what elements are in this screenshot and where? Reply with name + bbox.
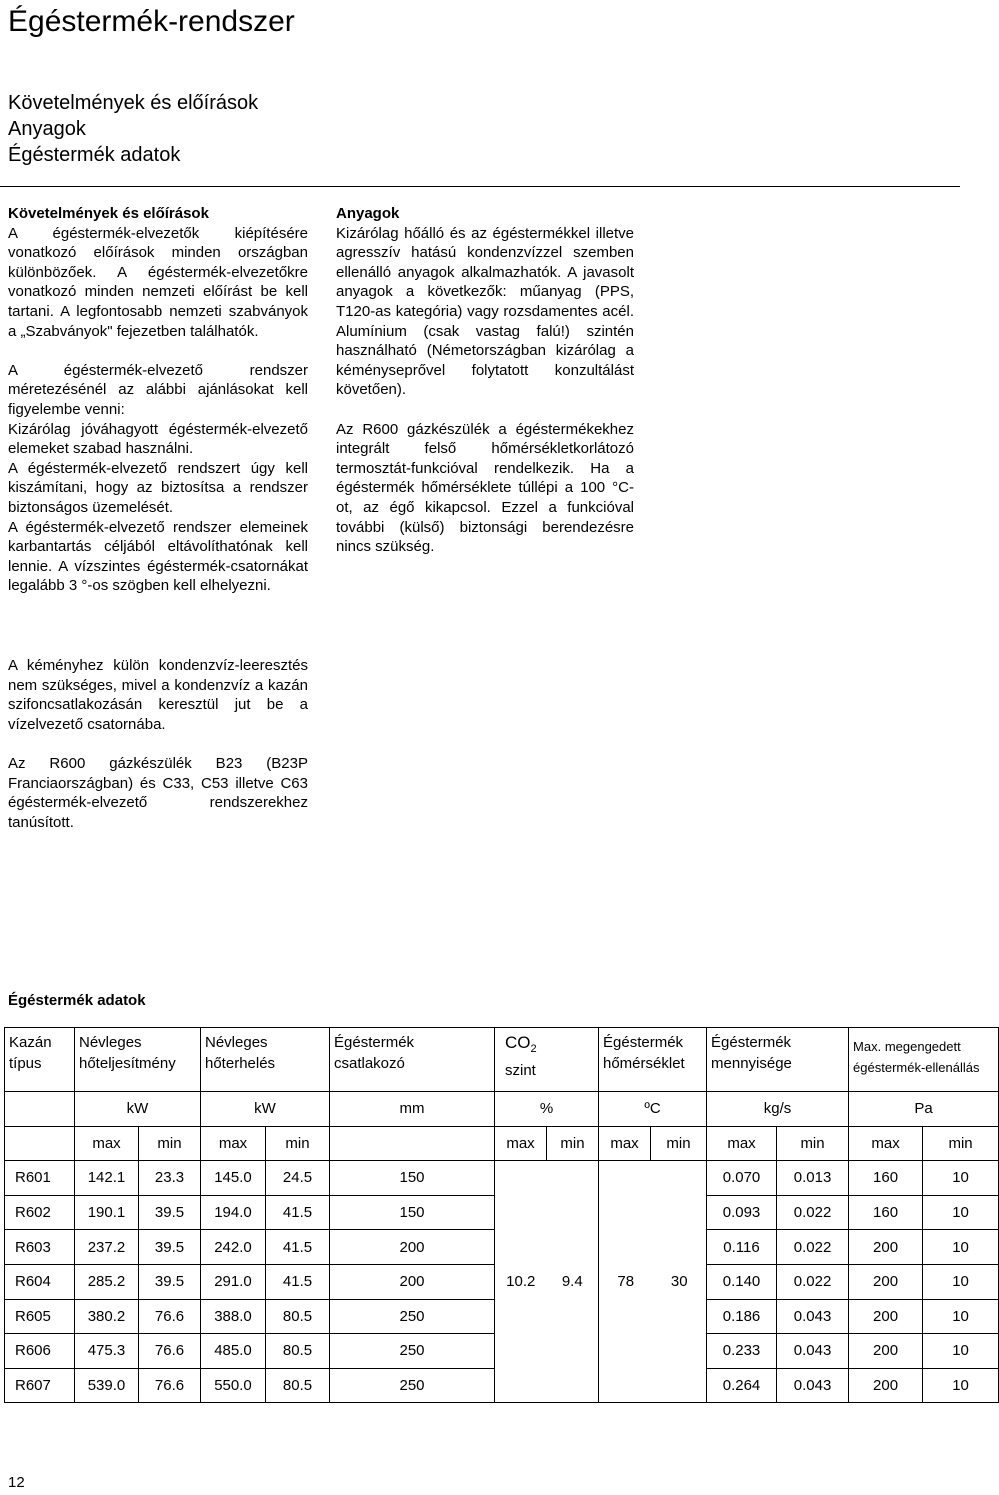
cell-res-max: 200 [849, 1368, 923, 1403]
cell-connection: 150 [330, 1161, 495, 1196]
header-nominal-load: Névleges hőterhelés [201, 1028, 330, 1092]
cell-temp-merged [599, 1161, 707, 1403]
maxmin-empty [5, 1126, 75, 1161]
requirements-paragraph-1: A égéstermék-elvezetők kiépítésére vonatkozó előírások minden országban különbözőek. A égéstermék-elvezetőkre vonatkozó minden nemzeti előírást be kell tartani. A legfontosabb nemzeti szabványok a „Szabványok" fejezetben találhatók. [8, 224, 308, 340]
unit-mass: kg/s [707, 1092, 849, 1127]
output-max-label: max [75, 1126, 139, 1161]
toc-item-requirements[interactable]: Követelmények és előírások [8, 92, 259, 114]
table-header-row [5, 1028, 999, 1092]
section-divider [0, 186, 960, 187]
toc-item-materials[interactable]: Anyagok [8, 118, 86, 140]
certification-paragraph: Az R600 gázkészülék B23 (B23P Franciaországban) és C33, C53 illetve C63 égéstermék-elvezető rendszerekhez tanúsított. [8, 754, 308, 831]
cell-res-max: 200 [849, 1334, 923, 1369]
cell-output-min: 76.6 [139, 1368, 201, 1403]
cell-res-min: 10 [923, 1368, 999, 1403]
cell-type: R604 [5, 1264, 75, 1299]
cell-res-min: 10 [923, 1230, 999, 1265]
cell-output-max: 475.3 [75, 1334, 139, 1369]
cell-mass-max: 0.116 [707, 1230, 777, 1265]
unit-connection: mm [330, 1092, 495, 1127]
cell-output-max: 539.0 [75, 1368, 139, 1403]
temp-min-label: min [651, 1126, 707, 1161]
requirements-section [8, 204, 308, 596]
cell-output-max: 285.2 [75, 1264, 139, 1299]
res-min-label: min [923, 1126, 999, 1161]
condensate-paragraph: A kéményhez külön kondenzvíz-leeresztés nem szükséges, mivel a kondenzvíz a kazán szifoncsatlakozásán keresztül jut be a vízelvezető csatornába. [8, 657, 308, 733]
cell-mass-max: 0.140 [707, 1264, 777, 1299]
cell-mass-max: 0.233 [707, 1334, 777, 1369]
cell-mass-min: 0.013 [777, 1161, 849, 1196]
cell-res-max: 200 [849, 1230, 923, 1265]
cell-res-max: 200 [849, 1299, 923, 1334]
cell-mass-min: 0.022 [777, 1195, 849, 1230]
cell-type: R607 [5, 1368, 75, 1403]
header-co2-level: $CO_2$ szint [495, 1028, 599, 1092]
load-min-label: min [266, 1126, 330, 1161]
cell-load-max: 550.0 [201, 1368, 266, 1403]
page-title: Égéstermék-rendszer [8, 5, 295, 38]
header-max-resistance: Max. megengedett égéstermék-ellenállás [849, 1028, 999, 1092]
cell-res-min: 10 [923, 1264, 999, 1299]
load-max-label: max [201, 1126, 266, 1161]
unit-temperature: ºC [599, 1092, 707, 1127]
cell-output-min: 23.3 [139, 1161, 201, 1196]
cell-load-max: 291.0 [201, 1264, 266, 1299]
table-row [5, 1161, 999, 1196]
cell-output-min: 39.5 [139, 1264, 201, 1299]
cell-output-min: 76.6 [139, 1334, 201, 1369]
cell-connection: 200 [330, 1230, 495, 1265]
cell-load-max: 485.0 [201, 1334, 266, 1369]
cell-connection: 200 [330, 1264, 495, 1299]
materials-heading: Anyagok [336, 205, 400, 222]
co2-min-value: 9.4 [561, 1273, 583, 1291]
cell-mass-max: 0.093 [707, 1195, 777, 1230]
cell-load-min: 80.5 [266, 1334, 330, 1369]
requirements-paragraph-3: Kizárólag jóváhagyott égéstermék-elvezető elemeket szabad használni. [8, 420, 308, 458]
page-number: 12 [8, 1474, 25, 1491]
cell-load-max: 145.0 [201, 1161, 266, 1196]
cell-mass-max: 0.070 [707, 1161, 777, 1196]
temp-max-value: 78 [617, 1273, 635, 1291]
co2-max-label: max [495, 1126, 547, 1161]
cell-mass-min: 0.043 [777, 1299, 849, 1334]
table-units-row [5, 1092, 999, 1127]
unit-co2: % [495, 1092, 599, 1127]
cell-load-min: 24.5 [266, 1161, 330, 1196]
cell-mass-min: 0.022 [777, 1264, 849, 1299]
cell-res-min: 10 [923, 1195, 999, 1230]
mass-max-label: max [707, 1126, 777, 1161]
unit-empty [5, 1092, 75, 1127]
temp-min-value: 30 [670, 1273, 688, 1291]
requirements-notes [8, 656, 308, 852]
cell-load-max: 388.0 [201, 1299, 266, 1334]
cell-output-max: 380.2 [75, 1299, 139, 1334]
cell-load-max: 242.0 [201, 1230, 266, 1265]
cell-load-min: 80.5 [266, 1368, 330, 1403]
output-min-label: min [139, 1126, 201, 1161]
cell-output-min: 39.5 [139, 1230, 201, 1265]
unit-load: kW [201, 1092, 330, 1127]
cell-mass-min: 0.022 [777, 1230, 849, 1265]
cell-res-max: 160 [849, 1195, 923, 1230]
cell-connection: 250 [330, 1299, 495, 1334]
cell-load-min: 41.5 [266, 1264, 330, 1299]
requirements-paragraph-4: A égéstermék-elvezető rendszert úgy kell kiszámítani, hogy az biztosítsa a rendszer biztonságos üzemelését. [8, 459, 308, 516]
table-maxmin-row [5, 1126, 999, 1161]
cell-res-min: 10 [923, 1334, 999, 1369]
cell-res-max: 200 [849, 1264, 923, 1299]
co2-min-label: min [547, 1126, 599, 1161]
cell-type: R601 [5, 1161, 75, 1196]
flue-data-table [4, 1027, 999, 1403]
flue-data-heading: Égéstermék adatok [8, 992, 146, 1009]
header-flue-mass: Égéstermék mennyisége [707, 1028, 849, 1092]
cell-type: R605 [5, 1299, 75, 1334]
header-boiler-type: Kazán típus [5, 1028, 75, 1092]
cell-output-min: 39.5 [139, 1195, 201, 1230]
cell-connection: 250 [330, 1368, 495, 1403]
materials-paragraph-1: Kizárólag hőálló és az égéstermékkel illetve agresszív hatású kondenzvízzel szemben ellenálló anyagok alkalmazhatók. A javasolt anyagok a következők: műanyag (PPS, T120-as kategória) vagy rozsdamentes acél. Alumínium (csak vastag falú!) szintén használható (Németországban kizárólag a kéményseprővel folytatott konzultálást követően). [336, 224, 634, 399]
cell-mass-min: 0.043 [777, 1368, 849, 1403]
cell-res-min: 10 [923, 1161, 999, 1196]
cell-co2-merged [495, 1161, 599, 1403]
toc-item-flue-data[interactable]: Égéstermék adatok [8, 144, 181, 166]
cell-output-max: 237.2 [75, 1230, 139, 1265]
requirements-paragraph-2: A égéstermék-elvezető rendszer méretezésénél az alábbi ajánlásokat kell figyelembe venni: [8, 361, 308, 418]
materials-paragraph-2: Az R600 gázkészülék a égéstermékekhez integrált felső hőmérsékletkorlátozó termosztát-funkcióval rendelkezik. Ha a égéstermék hőmérséklete túllépi a 100 °C-ot, az égő kikapcsol. Ezzel a funkcióval további (külső) biztonsági berendezésre nincs szükség. [336, 420, 634, 556]
cell-type: R606 [5, 1334, 75, 1369]
cell-connection: 150 [330, 1195, 495, 1230]
header-flue-temperature: Égéstermék hőmérséklet [599, 1028, 707, 1092]
cell-load-max: 194.0 [201, 1195, 266, 1230]
requirements-paragraph-5: A égéstermék-elvezető rendszer elemeinek karbantartás céljából eltávolíthatónak kell lennie. A vízszintes égéstermék-csatornákat legalább 3 °-os szögben kell elhelyezni. [8, 518, 308, 595]
cell-load-min: 41.5 [266, 1230, 330, 1265]
header-flue-connection: Égéstermék csatlakozó [330, 1028, 495, 1092]
cell-mass-max: 0.186 [707, 1299, 777, 1334]
header-nominal-output: Névleges hőteljesítmény [75, 1028, 201, 1092]
cell-mass-max: 0.264 [707, 1368, 777, 1403]
cell-load-min: 41.5 [266, 1195, 330, 1230]
requirements-heading: Követelmények és előírások [8, 205, 209, 222]
cell-output-max: 142.1 [75, 1161, 139, 1196]
temp-max-label: max [599, 1126, 651, 1161]
res-max-label: max [849, 1126, 923, 1161]
connection-empty [330, 1126, 495, 1161]
mass-min-label: min [777, 1126, 849, 1161]
cell-type: R602 [5, 1195, 75, 1230]
cell-type: R603 [5, 1230, 75, 1265]
cell-output-max: 190.1 [75, 1195, 139, 1230]
unit-output: kW [75, 1092, 201, 1127]
cell-connection: 250 [330, 1334, 495, 1369]
materials-section [336, 204, 634, 576]
cell-load-min: 80.5 [266, 1299, 330, 1334]
cell-output-min: 76.6 [139, 1299, 201, 1334]
unit-resistance: Pa [849, 1092, 999, 1127]
co2-max-value: 10.2 [506, 1273, 536, 1291]
cell-res-min: 10 [923, 1299, 999, 1334]
cell-res-max: 160 [849, 1161, 923, 1196]
cell-mass-min: 0.043 [777, 1334, 849, 1369]
table-of-contents [8, 90, 258, 168]
